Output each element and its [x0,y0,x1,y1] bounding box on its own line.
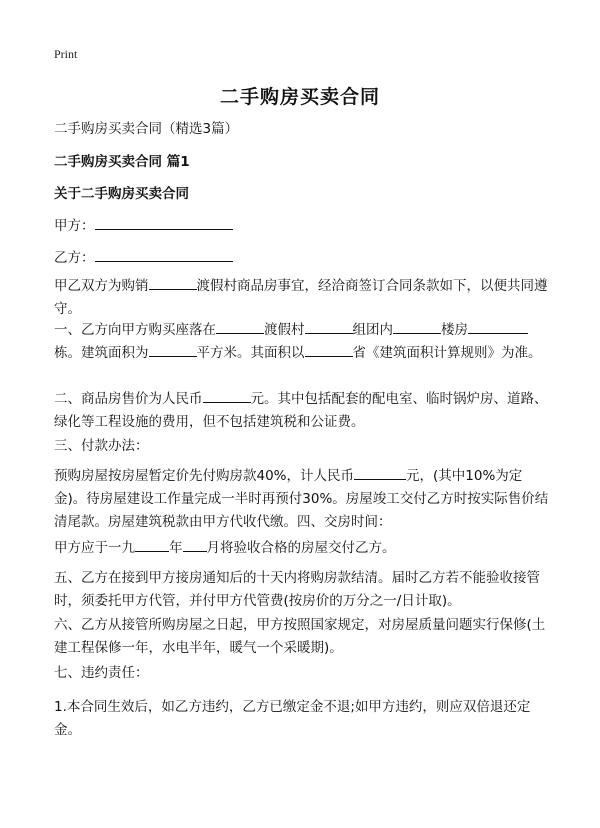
delivery-text-3: 月将验收合格的房屋交付乙方。 [206,540,396,556]
delivery-text-1: 甲方应于一九 [54,540,135,556]
payment-blank [354,465,406,480]
intro-text-2: 渡假村商品房事宜，经洽商签订合同条款如下，以便共同遵守。 [54,278,548,317]
payment-paragraph [54,465,550,534]
document-title: 二手购房买卖合同 [219,86,380,108]
clause-3-heading: 三、付款办法： [54,438,149,454]
clause-7-heading: 七、违约责任： [54,665,149,681]
payment-text-1: 预购房屋按房屋暂定价先付购房款40%，计人民币 [54,468,355,484]
party-b-blank [95,247,233,262]
party-a-line [54,214,548,238]
clause-2-text-1: 二、商品房售价为人民币 [54,391,203,407]
sub-heading: 关于二手购房买卖合同 [54,186,189,202]
section-heading: 二手购房买卖合同 篇1 [54,154,190,170]
clause-7-item-1: 1.本合同生效后，如乙方违约，乙方已缴定金不退;如甲方违约，则应双倍退还定金。 [54,699,531,738]
document-subtitle: 二手购房买卖合同（精选3篇） [54,121,239,137]
clause-1-text-7: 省《建筑面积计算规则》为准。 [352,345,542,361]
clause-2 [54,388,550,434]
delivery-text-2: 年 [169,540,183,556]
clause-1-blank-4 [468,319,528,334]
clause-1-text-1: 一、乙方向甲方购买座落在 [54,322,216,338]
delivery-blank-month [183,537,207,552]
party-b-label: 乙方： [54,250,95,266]
print-link[interactable]: Print [54,47,78,61]
clause-1-blank-3 [393,319,441,334]
clause-1-text-2: 渡假村 [264,322,305,338]
clause-6: 六、乙方从接管所购房屋之日起，甲方按照国家规定，对房屋质量问题实行保修(土建工程保修一年，水电半年，暖气一个采暖期)。 [54,617,546,656]
party-a-label: 甲方： [54,218,95,234]
intro-blank [149,275,197,290]
clause-1-blank-6 [305,342,353,357]
clause-1-text-4: 楼房 [441,322,468,338]
intro-paragraph [54,275,550,321]
intro-text-1: 甲乙双方为购销 [54,278,149,294]
clause-2-blank [203,388,251,403]
clause-1-text-3: 组团内 [352,322,393,338]
delivery-blank-year [135,537,169,552]
payment-text-2: 元，(其中10%为定金)。待房屋建设工作量完成一半时再预付30%。房屋竣工交付乙方时按实际售价结清尾款。房屋建筑税款由甲方代收代缴。四、交房时间： [54,468,549,530]
party-b-line [54,246,548,270]
clause-1-blank-2 [305,319,353,334]
clause-1-blank-5 [149,342,197,357]
delivery-line [54,536,548,560]
clause-1-text-5: 栋。建筑面积为 [54,345,149,361]
clause-2-text-2: 元。其中包括配套的配电室、临时锅炉房、道路、绿化等工程设施的费用，但不包括建筑税和公证费。 [54,391,548,430]
clause-1 [54,319,550,365]
clause-5: 五、乙方在接到甲方接房通知后的十天内将购房款结清。届时乙方若不能验收接管时，须委托甲方代管，并付甲方代管费(按房价的万分之一/日计取)。 [54,570,540,609]
clause-1-text-6: 平方米。其面积以 [196,345,305,361]
clause-1-blank-1 [216,319,264,334]
party-a-blank [95,215,233,230]
